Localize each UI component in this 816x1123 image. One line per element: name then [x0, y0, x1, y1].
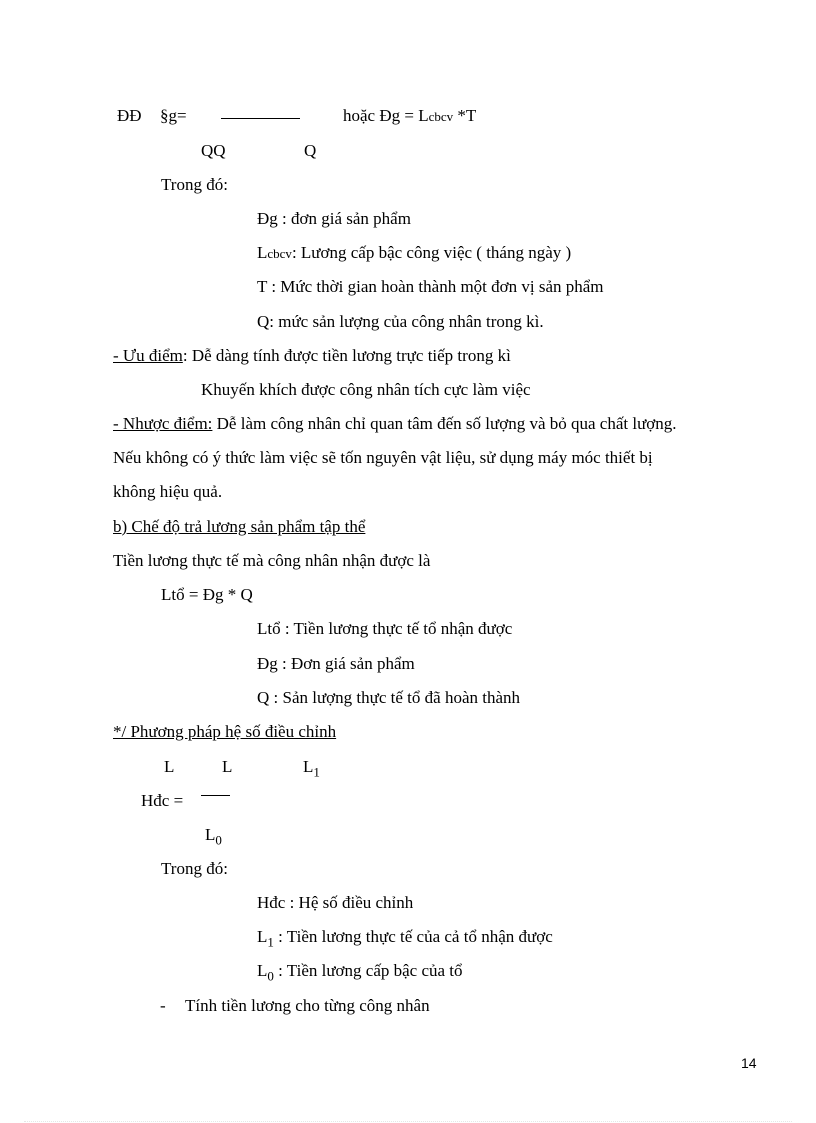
- method-l-b: L: [222, 757, 233, 776]
- formula-rhs: hoặc Đg = Lcbcv *T: [343, 106, 477, 125]
- def-ltotal: Ltổ : Tiền lương thực tế tổ nhận được: [257, 619, 513, 638]
- denominator-right: Q: [304, 141, 317, 160]
- def-l0: $L_0$ : Tiền lương cấp bậc của tổ: [257, 961, 463, 984]
- def-dg-2: Đg : Đơn giá sản phẩm: [257, 654, 415, 673]
- def-hdc: Hđc : Hệ số điều chỉnh: [257, 893, 414, 912]
- formula-symbol: §g=: [160, 106, 187, 125]
- def-q-2: Q : Sản lượng thực tế tổ đã hoàn thành: [257, 688, 521, 707]
- where-heading: Trong đó:: [161, 175, 228, 194]
- advantages-line2: Khuyến khích được công nhân tích cực làm việc: [201, 380, 531, 399]
- disadvantages-label: - Nhược điểm:: [113, 414, 213, 433]
- method-l-a: L: [164, 757, 175, 776]
- method-l0: $L_0$: [205, 825, 222, 848]
- section-b-heading: b) Chế độ trả lương sản phẩm tập thể: [113, 517, 366, 536]
- where2-heading: Trong đó:: [161, 859, 228, 878]
- bullet-text: Tính tiền lương cho từng công nhân: [185, 996, 430, 1015]
- method-l1: $L_1$: [303, 757, 320, 780]
- method-hdc: Hđc =: [141, 791, 184, 810]
- def-t: T : Mức thời gian hoàn thành một đơn vị sản phẩm: [257, 277, 604, 296]
- formula-lhs: ĐĐ: [117, 106, 142, 125]
- section-b-intro: Tiền lương thực tế mà công nhân nhận được là: [113, 551, 431, 570]
- advantages-label: - Ưu điểm: [113, 346, 183, 365]
- fraction-bar: [221, 118, 300, 119]
- denominator-left: QQ: [201, 141, 226, 160]
- disadvantages-line1: - Nhược điểm: Dễ làm công nhân chỉ quan tâm đến số lượng và bỏ qua chất lượng.: [113, 414, 677, 433]
- page-number: 14: [741, 1055, 757, 1071]
- def-lcbcv: Lcbcv: Lương cấp bậc công việc ( tháng ngày ): [257, 243, 572, 262]
- method-fraction-bar: [201, 795, 230, 796]
- footer-divider: [24, 1121, 792, 1122]
- disadvantages-line3: không hiệu quả.: [113, 482, 223, 501]
- def-l1: $L_1$ : Tiền lương thực tế của cả tổ nhận được: [257, 927, 553, 950]
- disadvantages-line2: Nếu không có ý thức làm việc sẽ tốn nguyên vật liệu, sử dụng máy móc thiết bị: [113, 448, 653, 467]
- bullet-dash: -: [160, 996, 166, 1015]
- def-dg: Đg : đơn giá sản phẩm: [257, 209, 411, 228]
- def-q: Q: mức sản lượng của công nhân trong kì.: [257, 312, 544, 331]
- method-heading: */ Phương pháp hệ số điều chỉnh: [113, 722, 337, 741]
- section-b-formula: Ltổ = Đg * Q: [161, 585, 253, 604]
- advantages-line1: - Ưu điểm: Dễ dàng tính được tiền lương trực tiếp trong kì: [113, 346, 511, 365]
